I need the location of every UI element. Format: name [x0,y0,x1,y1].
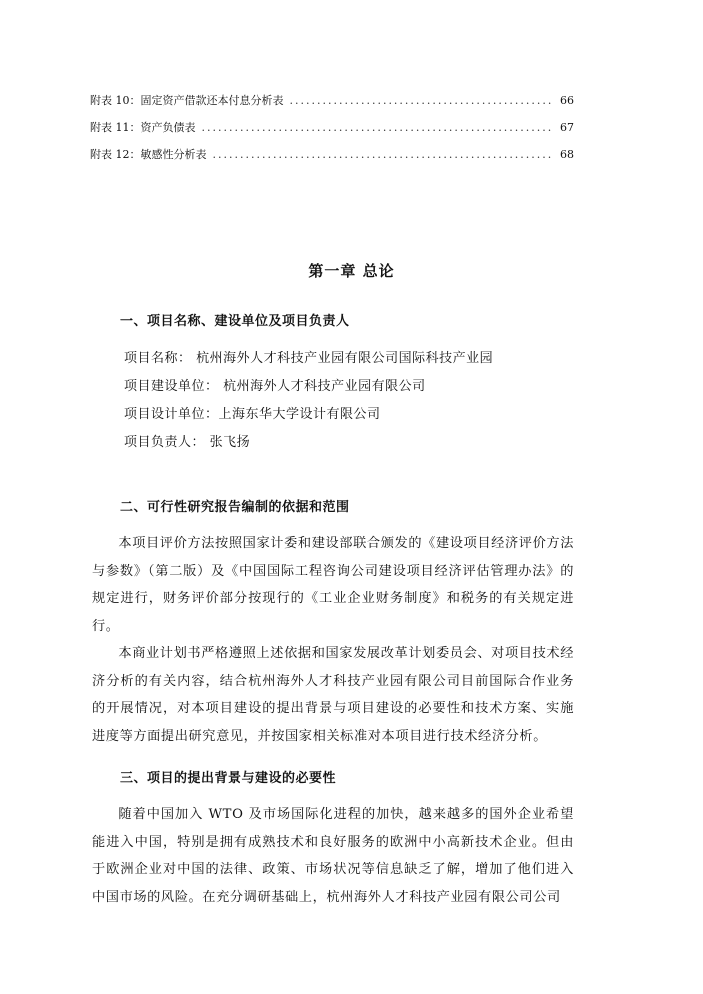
toc-entry[interactable] [90,92,574,110]
project-leader-line: 项目负责人： 张飞扬 [124,435,251,450]
toc-entry-page: 66 [560,94,574,107]
toc-leader-dots [202,119,555,137]
project-name-line: 项目名称： 杭州海外人才科技产业园有限公司国际科技产业园 [124,351,494,366]
toc-entry-page: 68 [560,148,574,161]
paragraph: 本项目评价方法按照国家计委和建设部联合颁发的《建设项目经济评价方法与参数》（第二版）及《中国国际工程咨询公司建设项目经济评估管理办法》的规定进行，财务评价部分按现行的《工业企业财务制度》和税务的有关规定进行。 [92,536,574,634]
toc-entry-label: 附表 12：敏感性分析表 [90,148,207,161]
toc-leader-dots [213,146,555,164]
chapter-title: 第一章 总论 [308,262,395,280]
toc-entry[interactable] [90,146,574,164]
construction-unit-line: 项目建设单位： 杭州海外人才科技产业园有限公司 [124,379,426,394]
toc-entry-page: 67 [560,121,574,134]
toc-entry-label: 附表 10：固定资产借款还本付息分析表 [90,94,284,107]
section-heading-2: 二、可行性研究报告编制的依据和范围 [120,500,350,515]
design-unit-line: 项目设计单位：上海东华大学设计有限公司 [124,407,381,422]
section-heading-3: 三、项目的提出背景与建设的必要性 [120,771,337,786]
paragraph: 随着中国加入 WTO 及市场国际化进程的加快，越来越多的国外企业希望能进入中国，特别是拥有成熟技术和良好服务的欧洲中小高新技术企业。但由于欧洲企业对中国的法律、政策、市场状况等信息缺乏了解，增加了他们进入中国市场的风险。在充分调研基础上，杭州海外人才科技产业园有限公司公司 [92,807,574,905]
toc-entry[interactable] [90,119,574,137]
paragraph: 本商业计划书严格遵照上述依据和国家发展改革计划委员会、对项目技术经济分析的有关内容，结合杭州海外人才科技产业园有限公司目前国际合作业务的开展情况，对本项目建设的提出背景与项目建设的必要性和技术方案、实施进度等方面提出研究意见，并按国家相关标准对本项目进行技术经济分析。 [92,646,574,744]
toc-entry-label: 附表 11：资产负债表 [90,121,196,134]
section-heading-1: 一、项目名称、建设单位及项目负责人 [120,314,350,329]
toc-leader-dots [290,92,555,110]
